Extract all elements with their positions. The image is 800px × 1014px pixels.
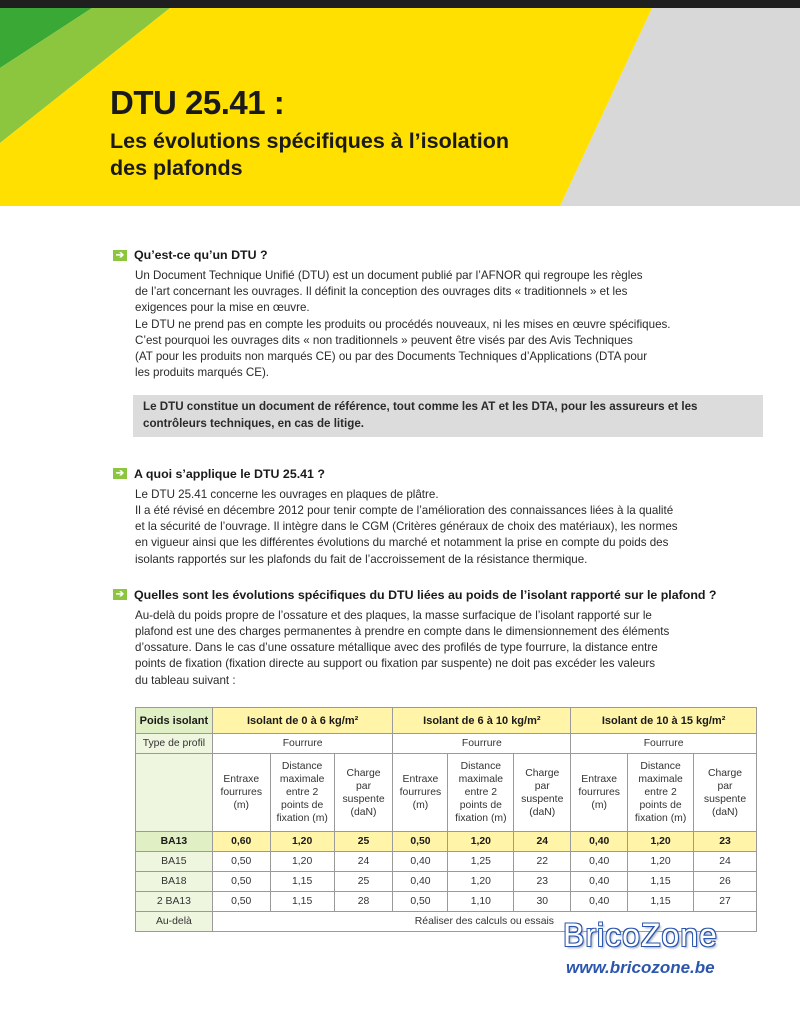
table-cell: 0,50 — [393, 892, 448, 912]
subheader-cell: Charge par suspente (daN) — [334, 754, 393, 832]
section-body-dtu — [135, 268, 763, 381]
group-header: Isolant de 10 à 15 kg/m² — [571, 708, 757, 734]
section-body-application — [135, 487, 763, 568]
subheader-cell: Charge par suspente (daN) — [694, 754, 757, 832]
table-cell: 1,20 — [270, 852, 334, 872]
table-cell: 0,50 — [393, 832, 448, 852]
subheader-cell: Distance maximale entre 2 points de fixation (m) — [448, 754, 514, 832]
profile-cell: Fourrure — [212, 734, 393, 754]
subheader-cell: Entraxe fourrures (m) — [393, 754, 448, 832]
profile-cell: Fourrure — [571, 734, 757, 754]
profile-row — [136, 734, 757, 754]
table-cell: 24 — [514, 832, 571, 852]
table-cell: 0,40 — [571, 852, 628, 872]
section-body-evolutions — [135, 608, 763, 689]
table-row — [136, 832, 757, 852]
profile-cell: Fourrure — [393, 734, 571, 754]
table-cell: 1,20 — [448, 832, 514, 852]
row-label: BA15 — [136, 852, 213, 872]
table-cell: 25 — [334, 832, 393, 852]
section-heading-text: Quelles sont les évolutions spécifiques du DTU liées au poids de l’isolant rapporté sur le plafond ? — [134, 587, 717, 602]
merged-cell: Réaliser des calculs ou essais — [212, 912, 756, 932]
table-cell: 0,40 — [571, 872, 628, 892]
table-cell: 1,15 — [270, 872, 334, 892]
page-subtitle: Les évolutions spécifiques à l’isolation des plafonds — [110, 129, 510, 180]
arrow-icon: ➔ — [113, 468, 127, 479]
table-cell: 0,50 — [212, 892, 270, 912]
row-label: 2 BA13 — [136, 892, 213, 912]
table-cell: 1,15 — [628, 892, 694, 912]
subheader-row — [136, 754, 757, 832]
row-label: Au-delà — [136, 912, 213, 932]
watermark-url: www.bricozone.be — [566, 958, 715, 977]
table-cell: 0,60 — [212, 832, 270, 852]
page-title: DTU 25.41 : — [110, 84, 285, 121]
subheader-cell: Charge par suspente (daN) — [514, 754, 571, 832]
table-cell: 1,25 — [448, 852, 514, 872]
group-header: Isolant de 0 à 6 kg/m² — [212, 708, 393, 734]
table-cell: 23 — [514, 872, 571, 892]
section-heading-evolutions — [113, 588, 763, 602]
arrow-icon: ➔ — [113, 250, 127, 261]
table-cell: 25 — [334, 872, 393, 892]
table-cell: 1,15 — [270, 892, 334, 912]
group-header: Isolant de 6 à 10 kg/m² — [393, 708, 571, 734]
fixation-table — [135, 707, 757, 932]
corner-cell: Poids isolant — [136, 708, 213, 734]
table-row — [136, 852, 757, 872]
table-cell: 0,50 — [212, 872, 270, 892]
callout-box: Le DTU constitue un document de référence, tout comme les AT et les DTA, pour les assureurs et les contrôleurs techniques, en cas de litige. — [133, 395, 763, 436]
paragraph: Le DTU 25.41 concerne les ouvrages en plaques de plâtre. Il a été révisé en décembre 2012 pour tenir compte de l’amélioration des connaissances liées à la qualité et la sécurité de l’ouvrage. Il intègre dans le CGM (Critères généraux de choix des matériaux), les normes en vigueur ainsi que les différentes évolutions du marché et notamment la prise en compte du poids des isolants rapportés sur les plafonds du fait de l’accroissement de la résistance thermique. — [135, 487, 678, 566]
table-cell: 28 — [334, 892, 393, 912]
table-row — [136, 892, 757, 912]
row-label: BA18 — [136, 872, 213, 892]
table-cell: 26 — [694, 872, 757, 892]
arrow-icon: ➔ — [113, 589, 127, 600]
table-cell: 0,40 — [571, 832, 628, 852]
table-cell: 1,10 — [448, 892, 514, 912]
main-content — [113, 248, 763, 689]
table-cell: 0,40 — [393, 872, 448, 892]
table-header-row — [136, 708, 757, 734]
paragraph: Un Document Technique Unifié (DTU) est un document publié par l’AFNOR qui regroupe les règles de l’art concernant les ouvrages. Il définit la conception des ouvrages dits « traditionnels » et les exigences pour la mise en œuvre. Le DTU ne prend pas en compte les produits ou procédés nouveaux, ni les mises en œuvre spécifiques. C’est pourquoi les ouvrages dits « non traditionnels » peuvent être visés par des Avis Techniques (AT pour les produits non marqués CE) ou par des Documents Techniques d’Applications (DTA pour les produits marqués CE). — [135, 269, 671, 380]
table-row — [136, 872, 757, 892]
subheader-cell: Entraxe fourrures (m) — [571, 754, 628, 832]
table-cell: 27 — [694, 892, 757, 912]
subheader-cell: Distance maximale entre 2 points de fixation (m) — [270, 754, 334, 832]
watermark-brand: BricoZone — [563, 917, 718, 953]
table-cell: 24 — [334, 852, 393, 872]
table-cell: 1,20 — [628, 832, 694, 852]
table-cell: 23 — [694, 832, 757, 852]
table-cell: 0,40 — [393, 852, 448, 872]
table-cell: 1,20 — [270, 832, 334, 852]
paragraph: Au-delà du poids propre de l’ossature et des plaques, la masse surfacique de l’isolant rapporté sur le plafond est une des charges permanentes à prendre en compte dans le dimensionnement des éléments d’ossature. Dans le cas d’une ossature métallique avec des profilés de type fourrure, la distance entre points de fixation (fixation directe au support ou fixation par suspente) ne doit pas excéder les valeurs du tableau suivant : — [135, 608, 670, 687]
empty-cell — [136, 754, 213, 832]
section-heading-dtu — [113, 248, 763, 262]
table-cell: 1,15 — [628, 872, 694, 892]
top-bar — [0, 0, 800, 8]
table-cell: 22 — [514, 852, 571, 872]
row-label: Type de profil — [136, 734, 213, 754]
row-label: BA13 — [136, 832, 213, 852]
subheader-cell: Entraxe fourrures (m) — [212, 754, 270, 832]
table-cell: 1,20 — [448, 872, 514, 892]
table-cell: 24 — [694, 852, 757, 872]
section-heading-text: A quoi s’applique le DTU 25.41 ? — [134, 466, 325, 481]
table-cell: 0,40 — [571, 892, 628, 912]
section-heading-text: Qu’est-ce qu’un DTU ? — [134, 248, 268, 262]
section-heading-application — [113, 467, 763, 481]
table-cell: 1,20 — [628, 852, 694, 872]
subheader-cell: Distance maximale entre 2 points de fixation (m) — [628, 754, 694, 832]
table-cell: 0,50 — [212, 852, 270, 872]
header-banner — [0, 8, 800, 206]
table-cell: 30 — [514, 892, 571, 912]
